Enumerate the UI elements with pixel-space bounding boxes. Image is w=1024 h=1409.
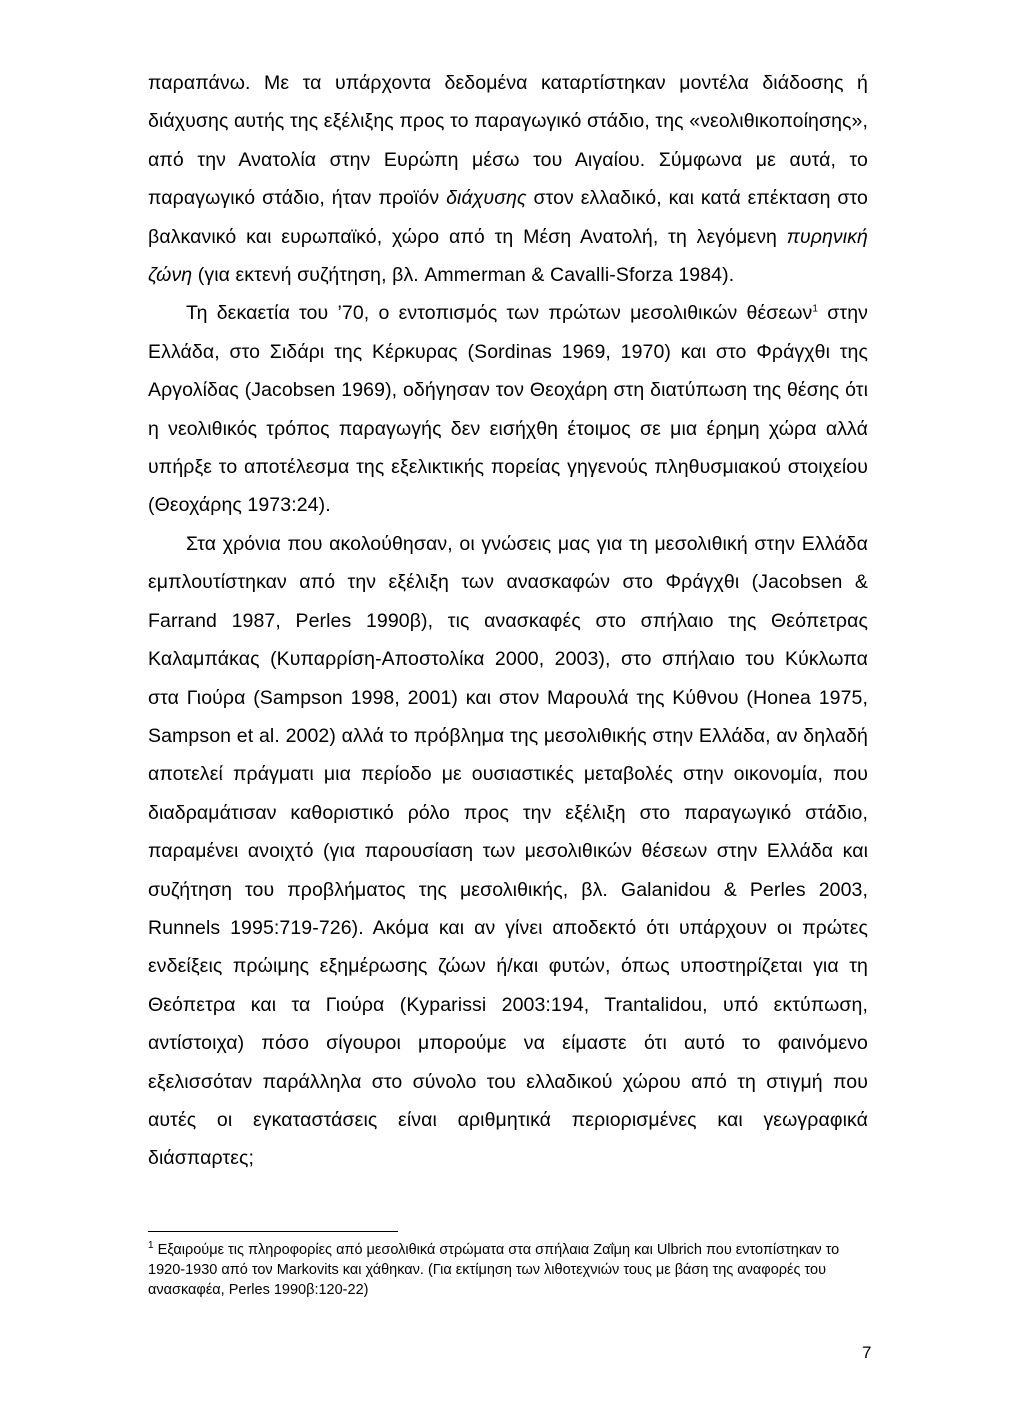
page-number: 7 (862, 1343, 872, 1362)
italic-term-nuclear-zone: πυρηνική ζώνη (148, 225, 868, 287)
paragraph-1-text-b: στον ελλαδικό, και κατά επέκταση στο βαλκανικό και ευρωπαϊκό, χώρο από τη Μέση Ανατολή, τη λεγόμενη (148, 187, 868, 248)
footnote-text: Εξαιρούμε τις πληροφορίες από μεσολιθικά στρώματα στα σπήλαια Ζαΐμη και Ulbrich που εντοπίστηκαν το 1920-1930 από τον Markovits και χάθηκαν. (Για εκτίμηση των λιθοτεχνιών τους με βάση της αναφορές του ανασκαφέα, Perles 1990β:120-22) (148, 1242, 840, 1298)
footnote-reference: 1 (812, 303, 819, 315)
paragraph-3 (148, 525, 868, 1178)
paragraph-1 (148, 64, 868, 294)
footnote (148, 1240, 868, 1300)
footnote-marker: 1 (148, 1240, 154, 1252)
body-text (148, 64, 868, 1178)
paragraph-2-text-a: Τη δεκαετία του ’70, ο εντοπισμός των πρώτων μεσολιθικών θέσεων (186, 302, 813, 325)
paragraph-1-text-c: (για εκτενή συζήτηση, βλ. Ammerman & Cavalli-Sforza 1984). (192, 264, 735, 287)
paragraph-3-text: Στα χρόνια που ακολούθησαν, οι γνώσεις μας για τη μεσολιθική στην Ελλάδα εμπλουτίστηκαν από την εξέλιξη των ανασκαφών στο Φράγχθι (Jacobsen & Farrand 1987, Perles 1990β), τις ανασκαφές στο σπήλαιο της Θεόπετρας Καλαμπάκας (Κυπαρρίση-Αποστολίκα 2000, 2003), στο σπήλαιο του Κύκλωπα στα Γιούρα (Sampson 1998, 2001) και στον Μαρουλά της Κύθνου (Honea 1975, Sampson et al. 2002) αλλά το πρόβλημα της μεσολιθικής στην Ελλάδα, αν δηλαδή αποτελεί πράγματι μια περίοδο με ουσιαστικές μεταβολές στην οικονομία, που διαδραμάτισαν καθοριστικό ρόλο προς την εξέλιξη στο παραγωγικό στάδιο, παραμένει ανοιχτό (για παρουσίαση των μεσολιθικών θέσεων στην Ελλάδα και συζήτηση του προβλήματος της μεσολιθικής, βλ. Galanidou & Perles 2003, Runnels 1995:719-726). Ακόμα και αν γίνει αποδεκτό ότι υπάρχουν οι πρώτες ενδείξεις πρώιμης εξημέρωσης ζώων ή/και φυτών, όπως υποστηρίζεται για τη Θεόπετρα και τα Γιούρα (Kyparissi 2003:194, Trantalidou, υπό εκτύπωση, αντίστοιχα) πόσο σίγουροι μπορούμε να είμαστε ότι αυτό το φαινόμενο εξελισσόταν παράλληλα στο σύνολο του ελλαδικού χώρου από τη στιγμή που αυτές οι εγκαταστάσεις είναι αριθμητικά περιορισμένες και γεωγραφικά διάσπαρτες; (148, 532, 868, 1170)
paragraph-1-text-a: παραπάνω. Με τα υπάρχοντα δεδομένα καταρτίστηκαν μοντέλα διάδοσης ή διάχυσης αυτής της εξέλιξης προς το παραγωγικό στάδιο, της «νεολιθικοποίησης», από την Ανατολία στην Ευρώπη μέσω του Αιγαίου. Σύμφωνα με αυτά, το παραγωγικό στάδιο, ήταν προϊόν (148, 72, 868, 210)
footnote-separator (148, 1231, 398, 1232)
italic-term-diffusion: διάχυσης (446, 187, 527, 210)
paragraph-2-text-b: στην Ελλάδα, στο Σιδάρι της Κέρκυρας (Sordinas 1969, 1970) και στο Φράγχθι της Αργολίδας (Jacobsen 1969), οδήγησαν τον Θεοχάρη στη διατύπωση της θέσης ότι η νεολιθικός τρόπος παραγωγής δεν εισήχθη έτοιμος σε μια έρημη χώρα αλλά υπήρξε το αποτέλεσμα της εξελικτικής πορείας γηγενούς πληθυσμιακού στοιχείου (Θεοχάρης 1973:24). (148, 302, 868, 517)
paragraph-2 (148, 294, 868, 524)
